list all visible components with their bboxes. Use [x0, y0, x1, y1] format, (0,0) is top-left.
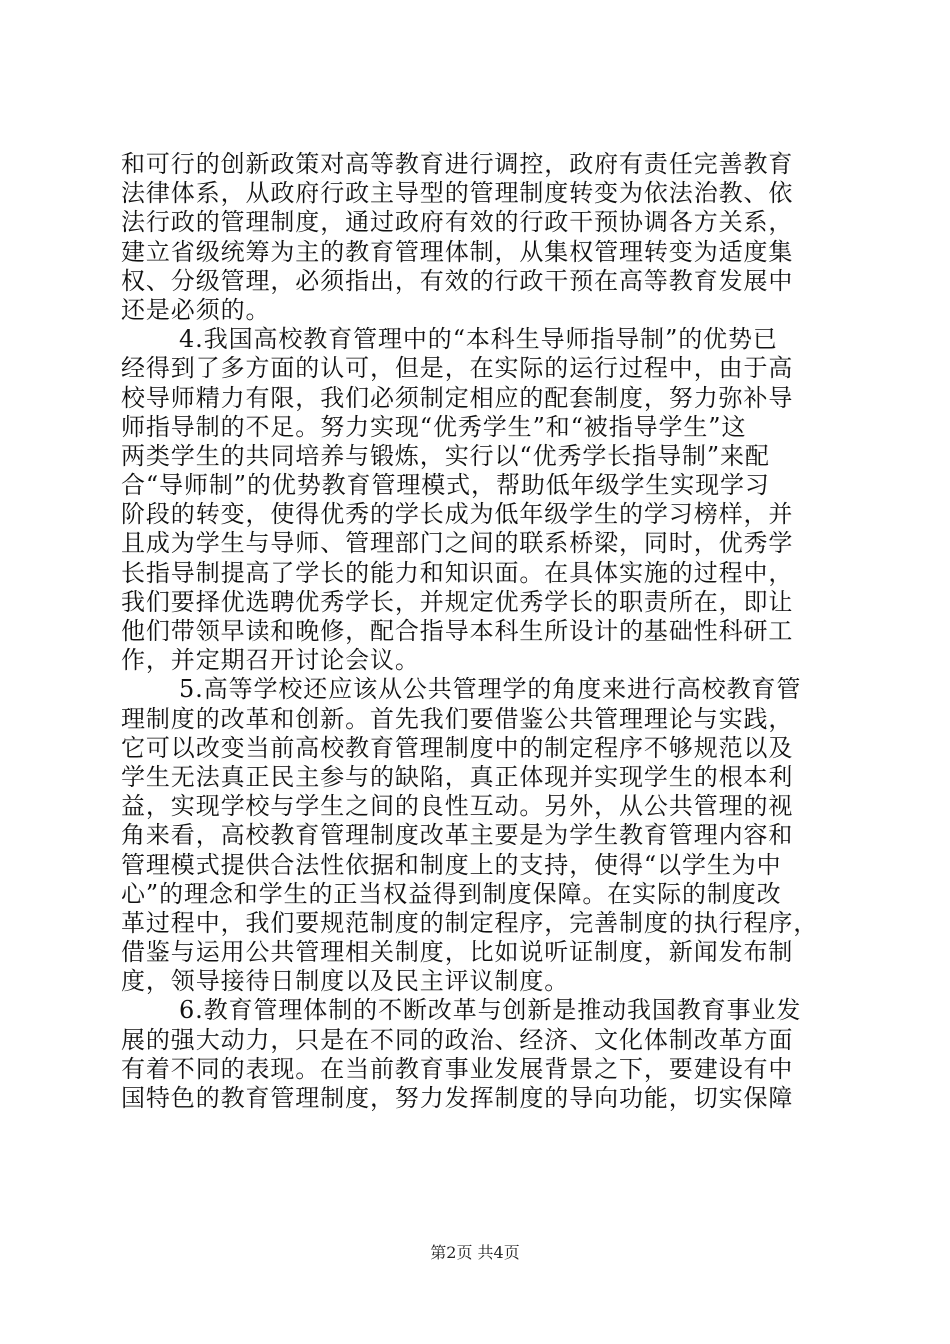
body-text-line: 角来看，高校教育管理制度改革主要是为学生教育管理内容和	[121, 821, 794, 850]
body-text-line: 国特色的教育管理制度，努力发挥制度的导向功能，切实保障	[121, 1084, 794, 1112]
body-text-line: 管理模式提供合法性依据和制度上的支持，使得“以学生为中	[121, 850, 782, 879]
body-text-line: 师指导制的不足。努力实现“优秀学生”和“被指导学生”这	[121, 412, 747, 441]
body-text-line: 合“导师制”的优势教育管理模式，帮助低年级学生实现学习	[121, 471, 770, 500]
body-text-line: 权、分级管理，必须指出，有效的行政干预在高等教育发展中	[121, 266, 794, 295]
body-text-line: 有着不同的表现。在当前教育事业发展背景之下，要建设有中	[121, 1054, 794, 1083]
body-text-line: 两类学生的共同培养与锻炼，实行以“优秀学长指导制”来配	[121, 441, 770, 470]
body-text-line: 且成为学生与导师、管理部门之间的联系桥梁，同时，优秀学	[121, 529, 794, 558]
body-text-line: 他们带领早读和晚修，配合指导本科生所设计的基础性科研工	[121, 617, 794, 645]
body-text-line: 作，并定期召开讨论会议。	[121, 646, 420, 675]
body-text-line: 长指导制提高了学长的能力和知识面。在具体实施的过程中，	[121, 558, 794, 587]
body-text-line: 学生无法真正民主参与的缺陷，真正体现并实现学生的根本利	[121, 762, 794, 791]
body-text-line: 法行政的管理制度，通过政府有效的行政干预协调各方关系，	[121, 208, 794, 237]
body-text-line: 益，实现学校与学生之间的良性互动。另外，从公共管理的视	[121, 792, 794, 821]
body-text-line: 心”的理念和学生的正当权益得到制度保障。在实际的制度改	[121, 879, 782, 908]
body-text-line: 展的强大动力，只是在不同的政治、经济、文化体制改革方面	[121, 1025, 794, 1054]
body-text-line: 校导师精力有限，我们必须制定相应的配套制度，努力弥补导	[121, 383, 794, 412]
body-text-line: 借鉴与运用公共管理相关制度，比如说听证制度，新闻发布制	[121, 938, 794, 967]
body-text-line: 4.我国高校教育管理中的“本科生导师指导制”的优势已	[179, 325, 778, 354]
body-text-line: 革过程中，我们要规范制度的制定程序，完善制度的执行程序，	[121, 908, 819, 937]
body-text-line: 建立省级统筹为主的教育管理体制，从集权管理转变为适度集	[121, 237, 794, 266]
page-number-footer: 第2页 共4页	[430, 1243, 520, 1262]
body-text-line: 还是必须的。	[121, 295, 271, 324]
body-text-line: 度，领导接待日制度以及民主评议制度。	[121, 967, 570, 996]
body-text-line: 经得到了多方面的认可，但是，在实际的运行过程中，由于高	[121, 354, 794, 383]
body-text-line: 它可以改变当前高校教育管理制度中的制定程序不够规范以及	[121, 733, 794, 762]
body-text-line: 理制度的改革和创新。首先我们要借鉴公共管理理论与实践，	[121, 704, 794, 733]
body-text-line: 和可行的创新政策对高等教育进行调控，政府有责任完善教育	[121, 150, 794, 178]
body-text-line: 5.高等学校还应该从公共管理学的角度来进行高校教育管	[179, 675, 802, 704]
body-text-line: 我们要择优选聘优秀学长，并规定优秀学长的职责所在，即让	[121, 587, 794, 616]
body-text-line: 法律体系，从政府行政主导型的管理制度转变为依法治教、依	[121, 179, 794, 208]
document-body	[121, 150, 841, 1113]
body-text-line: 6.教育管理体制的不断改革与创新是推动我国教育事业发	[179, 996, 802, 1025]
body-text-line: 阶段的转变，使得优秀的学长成为低年级学生的学习榜样，并	[121, 500, 794, 529]
